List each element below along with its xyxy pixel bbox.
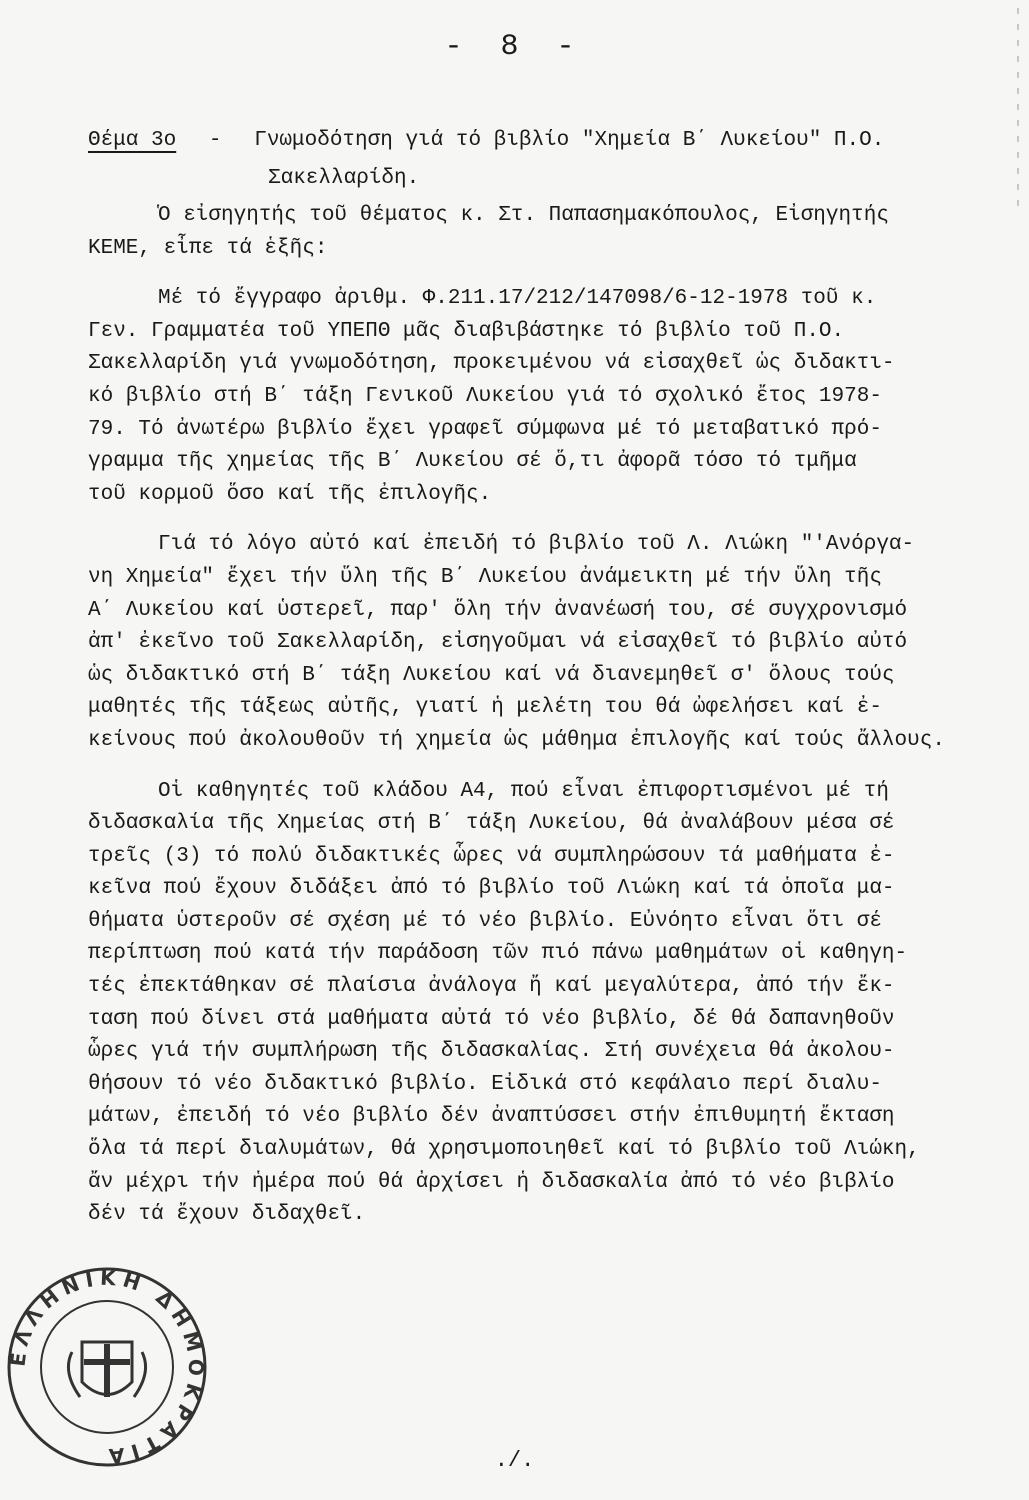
paragraph-line: νη Χημεία" ἔχει τήν ὕλη τῆς Β΄ Λυκείου ἀνάμεικτη μέ τήν ὕλη τῆς [88,565,882,589]
topic-title-line-1: Γνωμοδότηση γιά τό βιβλίο "Χημεία Β΄ Λυκείου" Π.Ο. [254,129,885,152]
paragraph-line: 79. Τό ἀνωτέρω βιβλίο ἔχει γραφεῖ σύμφωνα μέ τό μεταβατικό πρό- [88,417,882,441]
official-stamp [2,1262,212,1472]
paragraph-line: κό βιβλίο στή Β΄ τάξη Γενικοῦ Λυκείου γιά τό σχολικό ἔτος 1978- [88,384,882,408]
paragraph-line: ἀπ' ἐκεῖνο τοῦ Σακελλαρίδη, εἰσηγοῦμαι νά εἰσαχθεῖ τό βιβλίο αὐτό [88,631,908,655]
topic-heading [88,122,968,198]
paragraph-line: θήσουν τό νέο διδακτικό βιβλίο. Εἰδικά στό κεφάλαιο περί διαλυ- [88,1072,882,1096]
paragraph-line: ὧρες γιά τήν συμπλήρωση τῆς διδασκαλίας. Στή συνέχεια θά ἀκολου- [88,1040,895,1064]
continuation-mark: ./. [494,1448,535,1473]
topic-dash: - [208,129,222,152]
paragraph-line: Ὁ εἰσηγητής τοῦ θέματος κ. Στ. Παπασημακόπουλος, Εἰσηγητής [158,204,889,227]
paragraph-line: ἄν μέχρι τήν ἡμέρα πού θά ἀρχίσει ἡ διδασκαλία ἀπό τό νέο βιβλίο [88,1170,895,1194]
topic-title-line-2: Σακελλαρίδη. [268,167,420,190]
paragraph-line: τές ἐπεκτάθηκαν σέ πλαίσια ἀνάλογα ἤ καί μεγαλύτερα, ἀπό τήν ἔκ- [88,975,895,999]
document-body [88,200,968,1232]
paragraph-line: κεῖνα πού ἔχουν διδάξει ἀπό τό βιβλίο τοῦ Λιώκη καί τά ὁποῖα μα- [88,877,895,901]
paragraph-line: ταση πού δίνει στά μαθήματα αὐτά τό νέο βιβλίο, δέ θά δαπανηθοῦν [88,1007,895,1031]
paragraph-line: θήματα ὑστεροῦν σέ σχέση μέ τό νέο βιβλίο. Εὐνόητο εἶναι ὅτι σέ [88,909,882,933]
paragraph-line: μάτων, ἐπειδή τό νέο βιβλίο δέν ἀναπτύσσει στήν ἐπιθυμητή ἔκταση [88,1105,895,1129]
paragraph-line: Γιά τό λόγο αὐτό καί ἐπειδή τό βιβλίο τοῦ Λ. Λιώκη "'Ανόργα- [158,533,915,557]
paragraph-line: ὡς διδακτικό στή Β΄ τάξη Λυκείου καί νά διανεμηθεῖ σ' ὅλους τούς [88,663,895,687]
paragraph-line: δέν τά ἔχουν διδαχθεῖ. [88,1203,366,1227]
paragraph-line: Α΄ Λυκείου καί ὑστερεῖ, παρ' ὅλη τήν ἀνανέωσή του, σέ συγχρονισμό [88,598,908,622]
paragraph-line: μαθητές τῆς τάξεως αὐτῆς, γιατί ἡ μελέτη του θά ὠφελήσει καί ἐ- [88,696,882,720]
topic-label: Θέμα 3ο [88,129,177,152]
paragraph-line: κείνους πού ἀκολουθοῦν τή χημεία ὡς μάθημα ἐπιλογῆς καί τούς ἄλλους. [88,728,945,752]
paragraph-line: διδασκαλία τῆς Χημείας στή Β΄ τάξη Λυκείου, θά ἀναλάβουν μέσα σέ [88,812,895,836]
coat-of-arms-icon [68,1342,145,1397]
paragraph-line: Μέ τό ἔγγραφο ἀριθμ. Φ.211.17/212/147098/6-12-1978 τοῦ κ. [158,287,877,311]
paragraph-line: Σακελλαρίδη γιά γνωμοδότηση, προκειμένου νά εἰσαχθεῖ ὡς διδακτι- [88,352,895,376]
paragraph-line: Γεν. Γραμματέα τοῦ ΥΠΕΠΘ μᾶς διαβιβάστηκε τό βιβλίο τοῦ Π.Ο. [88,319,845,343]
paragraph-line: τοῦ κορμοῦ ὅσο καί τῆς ἐπιλογῆς. [88,482,492,506]
paragraph-line: ὅλα τά περί διαλυμάτων, θά χρησιμοποιηθεῖ καί τό βιβλίο τοῦ Λιώκη, [88,1138,920,1162]
paragraph-line: τρεῖς (3) τό πολύ διδακτικές ὧρες νά συμπληρώσουν τά μαθήματα ἐ- [88,844,895,868]
paragraph-line: ΚΕΜΕ, εἶπε τά ἑξῆς: [88,236,328,260]
page-number: - 8 - [444,30,585,64]
paragraph-line: Οἱ καθηγητές τοῦ κλάδου Α4, πού εἶναι ἐπιφορτισμένοι μέ τή [158,779,889,803]
stamp-lettering: ΕΛΛΗΝΙΚΗ ΔΗΜΟΚΡΑΤΙΑ [5,1265,209,1469]
paragraph-line: γραμμα τῆς χημείας τῆς Β΄ Λυκείου σέ ὅ,τι ἀφορᾶ τόσο τό τμῆμα [88,450,857,474]
paragraph-line: περίπτωση πού κατά τήν παράδοση τῶν πιό πάνω μαθημάτων οἱ καθηγη- [88,942,908,966]
